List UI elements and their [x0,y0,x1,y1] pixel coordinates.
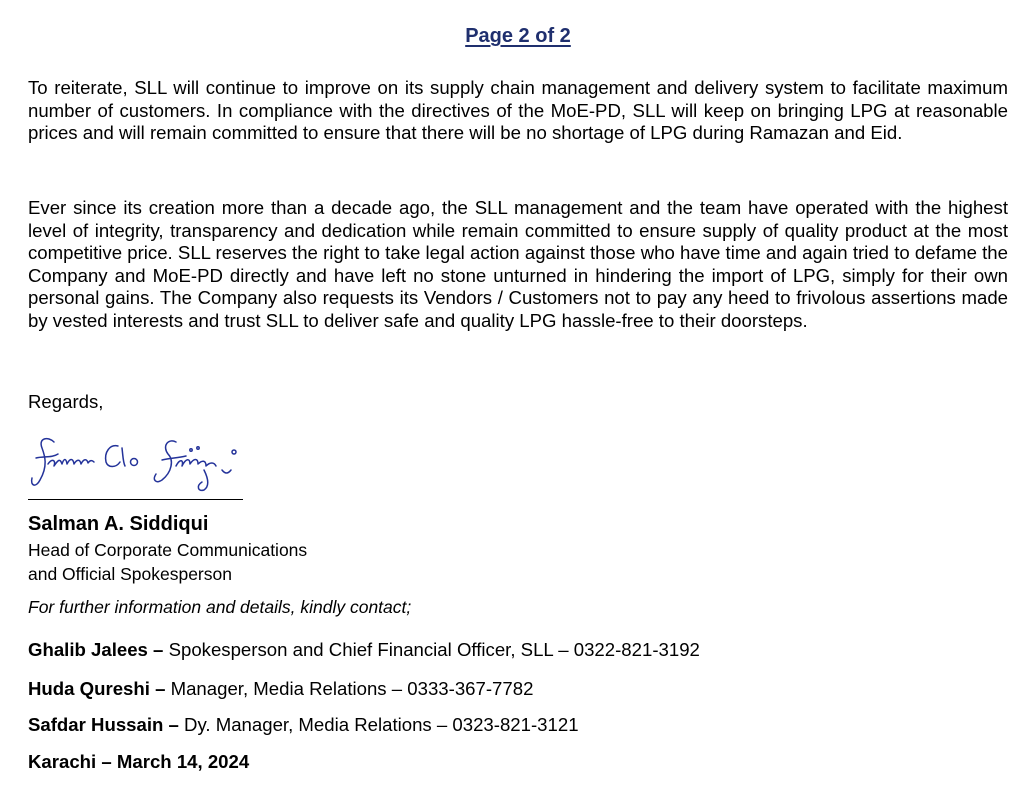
paragraph-history: Ever since its creation more than a decade ago, the SLL management and the team have operated with the highest level of integrity, transparency and dedication while remain committed to ensure supply of quality product at the most competitive price. SLL reserves the right to take legal action against those who have time and again tried to defame the Company and MoE-PD directly and have left no stone unturned in hindering the import of LPG, simply for their own personal gains. The Company also requests its Vendors / Customers not to pay any heed to frivolous assertions made by vested interests and trust SLL to deliver safe and quality LPG hassle-free to their doorsteps. [28,197,1008,331]
signer-title-line-1: Head of Corporate Communications [28,540,308,560]
signer-name: Salman A. Siddiqui [28,513,209,535]
closing-regards: Regards, [28,391,104,412]
contact-details: Manager, Media Relations – 0333-367-7782 [165,678,534,699]
paragraph-reiterate: To reiterate, SLL will continue to improve on its supply chain management and delivery system to facilitate maximum number of customers. In compliance with the directives of the MoE-PD, SLL will keep on bringing LPG at reasonable prices and will remain committed to ensure that there will be no shortage of LPG during Ramazan and Eid. [28,77,1008,144]
contact-line [28,714,579,736]
contact-intro: For further information and details, kindly contact; [28,597,412,617]
contact-name: Huda Qureshi – [28,678,166,699]
signature-line [28,499,243,500]
contact-line [28,678,533,700]
contact-line [28,639,700,661]
page-number: Page 2 of 2 [465,25,571,47]
contact-details: Spokesperson and Chief Financial Officer, SLL – 0322-821-3192 [163,639,700,660]
dateline: Karachi – March 14, 2024 [28,751,250,772]
contact-name: Safdar Hussain – [28,714,179,735]
signer-title-line-2: and Official Spokesperson [28,564,232,584]
contact-name: Ghalib Jalees – [28,639,164,660]
handwritten-signature [26,428,248,494]
contact-details: Dy. Manager, Media Relations – 0323-821-3121 [178,714,579,735]
